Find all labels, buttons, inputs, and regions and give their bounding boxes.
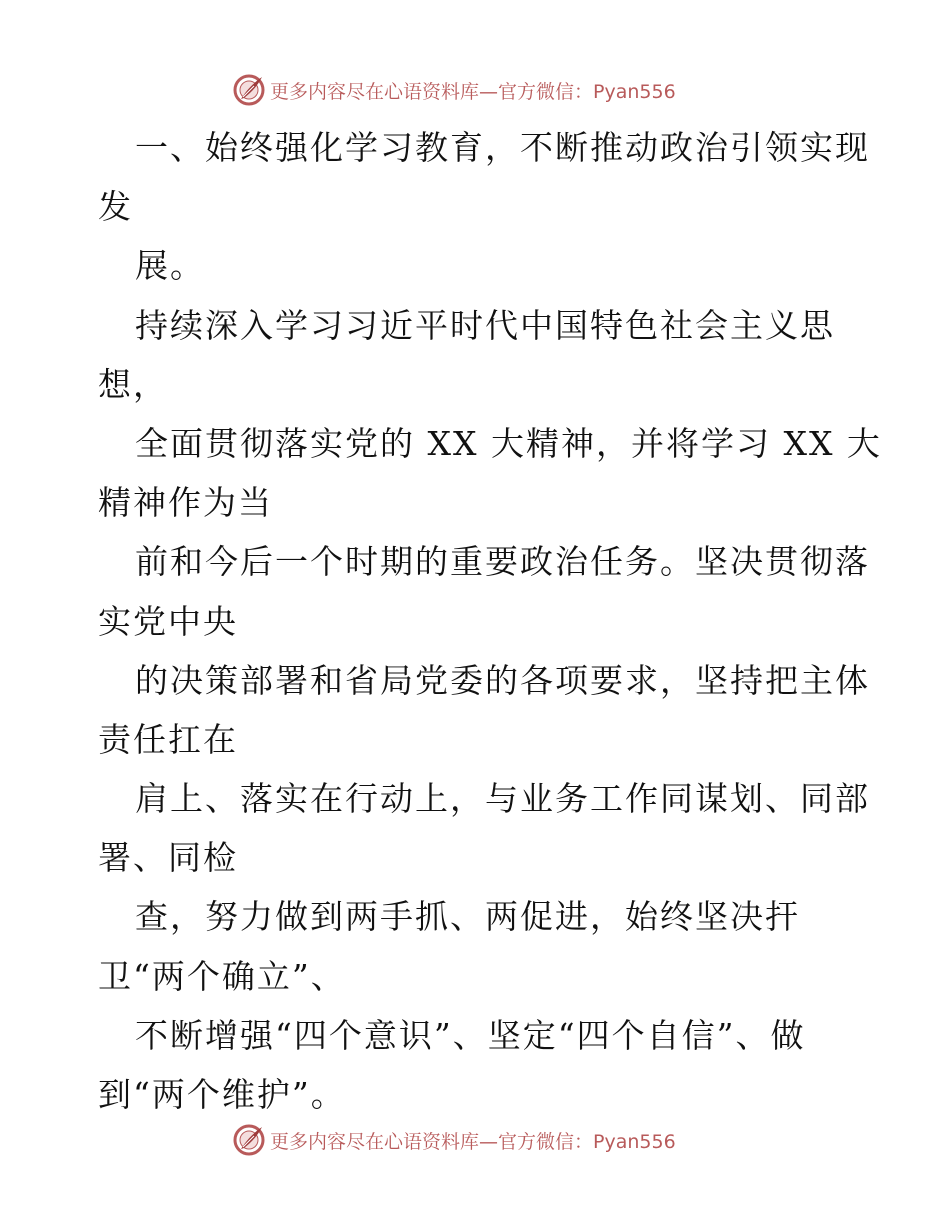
text-line: 卫“两个确立”、 (98, 956, 346, 996)
text-line: 精神作为当 (98, 483, 273, 523)
text-line: 到“两个维护”。 (98, 1075, 346, 1114)
feather-pen-circle-icon (232, 1123, 266, 1157)
text-line: 前和今后一个时期的重要政治任务。坚决贯彻落 (135, 542, 870, 582)
watermark-text: 更多内容尽在心语资料库—官方微信：Pyan556 (270, 1130, 676, 1153)
text-line: 全面贯彻落实党的 XX 大精神，并将学习 XX 大 (135, 423, 882, 463)
header-watermark (232, 72, 676, 108)
text-line: 的决策部署和省局党委的各项要求，坚持把主体 (135, 660, 870, 700)
text-line: 查，努力做到两手抓、两促进，始终坚决扞 (135, 897, 800, 937)
text-line: 一、始终强化学习教育，不断推动政治引领实现 (135, 128, 870, 167)
document-body (98, 118, 882, 1124)
text-line: 署、同检 (98, 838, 238, 878)
text-line: 展。 (135, 246, 205, 286)
feather-pen-circle-icon (232, 73, 266, 107)
watermark-text: 更多内容尽在心语资料库—官方微信：Pyan556 (270, 80, 676, 103)
footer-watermark (232, 1122, 676, 1158)
text-line: 肩上、落实在行动上，与业务工作同谋划、同部 (135, 779, 870, 819)
text-line: 持续深入学习习近平时代中国特色社会主义思 (135, 305, 835, 345)
text-line: 发 (98, 187, 133, 227)
text-line: 想， (98, 364, 168, 404)
text-line: 不断增强“四个意识”、坚定“四个自信”、做 (135, 1015, 806, 1055)
text-line: 责任扛在 (98, 719, 238, 759)
text-line: 实党中央 (98, 601, 238, 641)
